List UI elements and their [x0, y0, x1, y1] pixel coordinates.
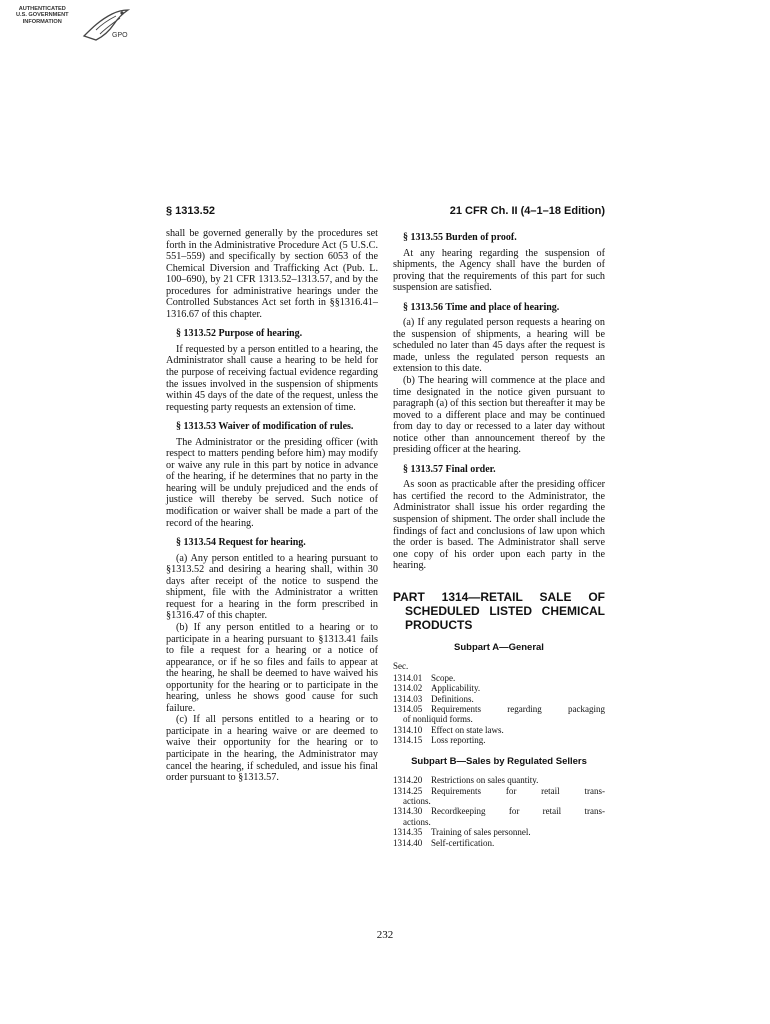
toc-entry-number: 1314.10	[393, 724, 423, 735]
toc-entry-title: Definitions.	[431, 693, 474, 704]
running-head	[166, 205, 605, 219]
continued-paragraph: shall be governed generally by the procedures set forth in the Administrative Procedure Act (5 U.S.C. 551–559) and specifically by section 6053 of the Chemical Diversion and Trafficking Act (Pub. L. 100–690), by 21 CFR 1313.52–1313.57, and by the procedures for administrative hearings under the Controlled Substances Act set forth in §§1316.41–1316.67 of this chapter.	[166, 228, 378, 320]
toc-entry-number: 1314.35	[393, 827, 423, 838]
toc-entry-title: Self-certification.	[431, 837, 495, 848]
section-heading-1313-53: § 1313.53 Waiver of modification of rules.	[176, 421, 354, 433]
toc-entry-number: 1314.20	[393, 775, 423, 786]
sec-label: Sec.	[393, 661, 409, 672]
section-paragraph-c: (c) If all persons entitled to a hearing or to participate in a hearing waive or are deemed to waive their opportunity for the hearing or to participate in the hearing, the Administrator may cancel the hearing, if scheduled, and issue his final order pursuant to §1313.57.	[166, 714, 378, 784]
toc-entry-continuation: of nonliquid forms.	[403, 714, 473, 725]
table-of-contents-subpart-a	[393, 661, 605, 745]
toc-entry-title: Applicability.	[431, 683, 481, 694]
section-heading-1313-55: § 1313.55 Burden of proof.	[403, 232, 517, 243]
section-heading-1313-56: § 1313.56 Time and place of hearing.	[403, 301, 560, 313]
toc-entry-continuation: actions.	[403, 795, 431, 806]
toc-entry-number: 1314.03	[393, 693, 423, 704]
running-head-section: § 1313.52	[166, 205, 215, 217]
toc-entry	[393, 827, 605, 837]
stamp-line: AUTHENTICATED	[18, 6, 66, 12]
section-heading-1313-54: § 1313.54 Request for hearing.	[176, 537, 306, 549]
toc-entry	[393, 786, 605, 796]
toc-entry-number: 1314.05	[393, 703, 423, 714]
gpo-authentication-stamp	[16, 6, 144, 46]
toc-entry	[393, 673, 605, 683]
toc-entry-continuation: actions.	[403, 816, 431, 827]
toc-entry	[393, 694, 605, 704]
subpart-a-title: Subpart A—General	[454, 641, 544, 653]
stamp-text	[16, 6, 69, 25]
toc-entry	[393, 735, 605, 745]
stamp-line: U.S. GOVERNMENT	[16, 12, 69, 19]
toc-entry-title: Restrictions on sales quantity.	[431, 775, 539, 786]
section-paragraph: At any hearing regarding the suspension of shipments, the Agency shall have the burden of proving that the requirements of this part for such suspension are satisfied.	[393, 247, 605, 294]
section-paragraph: As soon as practicable after the presiding officer has certified the record to the Administrator, the Administrator shall issue his order regarding the suspension of shipment. The order shall include the findings of fact and conclusions of law upon which the order is based. The Administrator shall serve one copy of his order upon each party in the hearing.	[393, 479, 605, 572]
toc-entry-number: 1314.40	[393, 837, 423, 848]
toc-entry-number: 1314.15	[393, 735, 423, 746]
section-paragraph-a: (a) If any regulated person requests a hearing on the suspension of shipments, a hearing will be scheduled no later than 45 days after the request is made, unless the regulated person requests an extension to this date.	[393, 317, 605, 375]
left-column	[166, 228, 378, 784]
toc-entry-title: Requirements regarding packaging	[431, 703, 605, 714]
toc-entry-number: 1314.01	[393, 672, 423, 683]
subpart-b-title: Subpart B—Sales by Regulated Sellers	[411, 755, 587, 767]
toc-entry-title: Loss reporting.	[431, 735, 486, 746]
section-paragraph-b: (b) If any person entitled to a hearing or to participate in a hearing pursuant to §1313.41 fails to file a request for a hearing or a notice of appearance, or if he so files and fails to appear at the hearing, he shall be deemed to have waived his opportunity for the hearing or to participate in the hearing, unless he shows good cause for such failure.	[166, 621, 378, 714]
toc-entry-title: Requirements for retail trans-	[431, 785, 605, 796]
toc-entry-title: Training of sales personnel.	[431, 827, 531, 838]
toc-entry-number: 1314.02	[393, 683, 423, 694]
toc-entry	[393, 806, 605, 816]
toc-entry-title: Effect on state laws.	[431, 724, 504, 735]
stamp-line: INFORMATION	[22, 18, 62, 25]
page-number: 232	[376, 929, 394, 941]
gpo-label: GPO	[112, 32, 128, 39]
section-paragraph-a: (a) Any person entitled to a hearing pursuant to §1313.52 and desiring a hearing shall, within 30 days after receipt of the notice to suspend the shipment, file with the Administrator a written request for a hearing in the form prescribed in §1316.47 of this chapter.	[166, 552, 378, 622]
toc-entry-number: 1314.30	[393, 806, 423, 817]
part-title: PART 1314—RETAIL SALE OF SCHEDULED LISTED CHEMICAL PRODUCTS	[393, 589, 605, 632]
section-paragraph: The Administrator or the presiding officer (with respect to matters pending before him) may modify or waive any rule in this part by notice in advance of the hearing, if he determines that no party in the hearing will be unduly prejudiced and the ends of justice will thereby be served. Such notice of modification or waiver shall be made a part of the record of the hearing.	[166, 436, 378, 529]
toc-entry-title: Recordkeeping for retail trans-	[431, 806, 605, 817]
toc-entry	[393, 704, 605, 714]
section-paragraph-b: (b) The hearing will commence at the place and time designated in the notice given pursuant to paragraph (a) of this section but thereafter it may be moved to a different place and may be continued from day to day or recessed to a later day without notice other than announcement thereof by the presiding officer at the hearing.	[393, 375, 605, 456]
table-of-contents-subpart-b	[393, 775, 605, 848]
running-head-edition: 21 CFR Ch. II (4–1–18 Edition)	[449, 205, 605, 217]
toc-entry-number: 1314.25	[393, 785, 423, 796]
toc-entry-title: Scope.	[431, 672, 456, 683]
section-heading-1313-57: § 1313.57 Final order.	[403, 463, 496, 475]
section-paragraph: If requested by a person entitled to a hearing, the Administrator shall cause a hearing to be held for the purpose of receiving factual evidence regarding the issues involved in the suspension of shipments within 45 days of the date of the request, unless the requesting party requests an extension of time.	[166, 343, 378, 413]
toc-entry	[393, 725, 605, 735]
section-heading-1313-52: § 1313.52 Purpose of hearing.	[176, 328, 303, 340]
toc-entry	[393, 683, 605, 693]
eagle-logo-icon	[78, 6, 130, 48]
toc-entry	[393, 775, 605, 785]
toc-entry	[393, 838, 605, 848]
right-column	[393, 228, 605, 848]
